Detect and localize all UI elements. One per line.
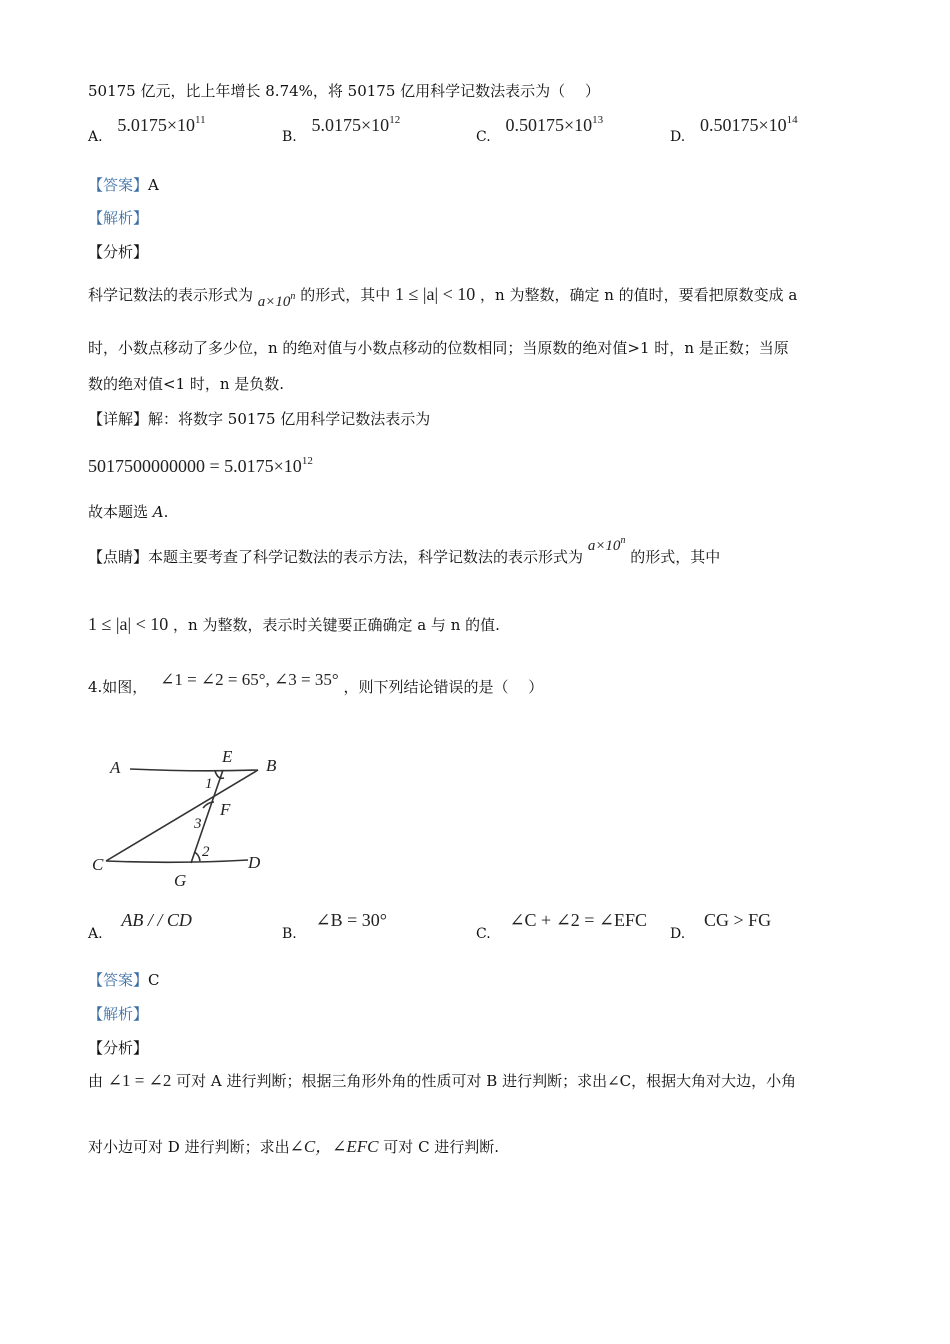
q4-geometry-figure [88,740,318,890]
q3-conclusion: 故本题选 A. [88,503,169,521]
comment-range: 1 ≤ |a| < 10 [88,614,169,634]
option-mantissa: 5.0175×10 [311,115,390,135]
q4-analysis-line-1: 由 ∠1 = ∠2 可对 A 进行判断；根据三角形外角的性质可对 B 进行判断；求出∠C，根据大角对大边，小角 [88,1071,797,1090]
detail-label: 【详解】 [88,410,149,428]
analysis-expr: $a\times 10^n$ [257,291,296,310]
option-letter: C. [476,129,491,145]
angle-arc-f [203,802,214,808]
line-cb [106,770,258,861]
q4-stem [88,670,544,697]
q4-option-d[interactable] [670,910,772,942]
option-text: ∠B = 30° [315,910,387,930]
comment-expr: $a\times 10^n$ [587,535,626,554]
q4-answer [88,969,160,990]
option-exponent: 11 [195,114,206,126]
question-condition: ∠1 = ∠2 = 65°, ∠3 = 35° [160,670,339,689]
option-exponent: 13 [592,114,604,126]
q3-option-c[interactable] [476,114,604,145]
option-mantissa: 0.50175×10 [505,115,593,135]
analysis-range: 1 ≤ |a| < 10 [395,284,476,304]
q4-option-b[interactable] [282,910,387,942]
angle-label-1: 1 [205,776,213,792]
option-text: AB / / CD [121,910,192,930]
label-d: D [248,853,261,872]
label-a: A [110,758,121,777]
q3-detail-equation: $5017500000000 = 5.0175\times 10^{12}$ [88,455,313,476]
label-f: F [220,800,231,819]
q3-analysis-line-1 [88,284,798,310]
q3-option-b[interactable] [282,114,401,145]
answer-label: 【答案】 [88,971,149,989]
comment-text: ，n 为整数，表示时关键要正确确定 a 与 n 的值. [173,616,500,634]
angle-label-2: 2 [202,844,210,860]
q3-analysis-line-3: 数的绝对值<1 时，n 是负数. [88,375,285,393]
comment-label: 【点睛】 [88,548,149,566]
analysis-text: 科学记数法的表示形式为 [88,286,254,304]
option-letter: C. [476,926,491,942]
label-b: B [266,756,277,775]
q3-analysis-line-2: 时，小数点移动了多少位，n 的绝对值与小数点移动的位数相同；当原数的绝对值>1 时，n 是正数；当原 [88,339,789,357]
figure-lines [106,769,258,863]
option-letter: A. [88,129,103,145]
q3-fenxi-label: 【分析】 [88,243,149,261]
comment-text: 的形式，其中 [630,548,721,566]
analysis-expr: ∠C，∠EFC [289,1137,379,1156]
option-letter: A. [88,926,103,942]
q3-detail [88,408,430,429]
label-c: C [92,855,104,874]
q3-comment-line-1 [88,535,721,567]
q3-option-a[interactable] [88,114,206,145]
line-ab [130,769,258,771]
q4-option-a[interactable] [88,910,192,942]
option-letter: B. [282,926,297,942]
option-letter: B. [282,129,297,145]
q3-option-d[interactable] [670,114,798,145]
question-number: 4.如图， [88,678,148,696]
q4-option-c[interactable] [476,910,648,942]
label-e: E [222,747,233,766]
comment-text: 本题主要考查了科学记数法的表示方法，科学记数法的表示形式为 [148,548,584,566]
angle-label-3: 3 [194,816,202,832]
option-exponent: 12 [389,114,401,126]
analysis-text: ，n 为整数，确定 n 的值时，要看把原数变成 a [480,286,798,304]
q3-stem: 50175 亿元，比上年增长 8.74%，将 50175 亿用科学记数法表示为（ ） [88,82,600,100]
q4-analysis-line-2: 对小边可对 D 进行判断；求出∠C，∠EFC 可对 C 进行判断. [88,1137,500,1156]
option-text: ∠C + ∠2 = ∠EFC [509,910,648,930]
answer-value: A [148,176,159,194]
q4-fenxi-label: 【分析】 [88,1039,149,1057]
q3-comment-line-2 [88,614,500,635]
detail-text: 解：将数字 50175 亿用科学记数法表示为 [148,410,431,428]
option-letter: D. [670,129,686,145]
q3-jiexi-label: 【解析】 [88,209,149,227]
q4-jiexi-label: 【解析】 [88,1005,149,1023]
answer-label: 【答案】 [88,176,149,194]
option-mantissa: 0.50175×10 [699,115,787,135]
answer-value: C [148,971,160,989]
label-g: G [174,871,187,890]
option-exponent: 14 [786,114,798,126]
option-letter: D. [670,926,686,942]
option-mantissa: 5.0175×10 [117,115,195,135]
line-cd [106,860,248,862]
question-stem-tail: ，则下列结论错误的是（ ） [343,678,544,696]
analysis-text: 的形式，其中 [300,286,391,304]
analysis-expr: ∠1 = ∠2 [107,1071,172,1090]
q3-answer [88,174,159,195]
option-text: CG > FG [703,910,772,930]
